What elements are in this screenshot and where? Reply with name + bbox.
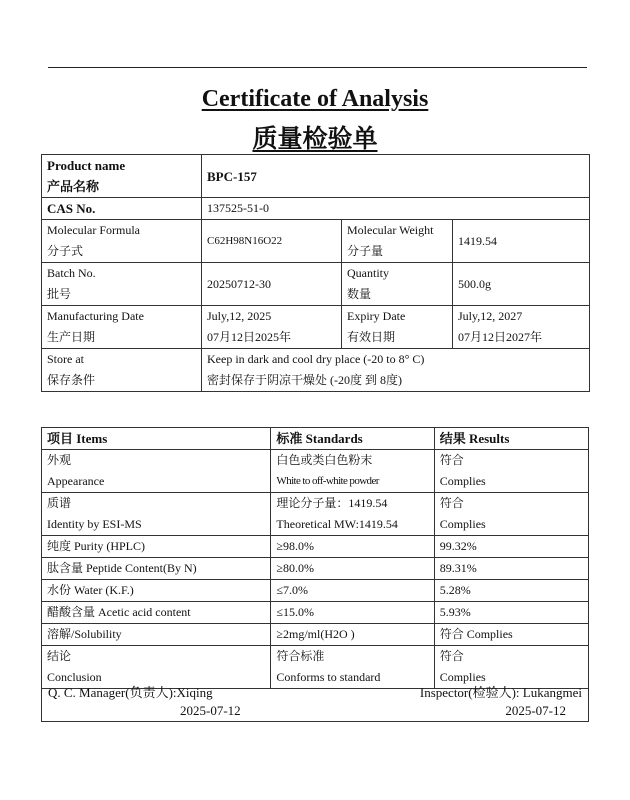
result-cell: 99.32%: [434, 536, 588, 558]
result-cell: 符合 Complies: [434, 450, 588, 493]
item-cell: 水份 Water (K.F.): [42, 580, 271, 602]
qc-manager-date: 2025-07-12: [180, 703, 241, 718]
qc-manager-signature: Q. C. Manager(负责人):Xiqing: [48, 685, 213, 700]
cas-label: CAS No.: [42, 198, 202, 220]
expiry-date-value: July,12, 2027 07月12日2027年: [453, 306, 590, 349]
result-cell: 符合 Complies: [434, 646, 588, 689]
storage-value: Keep in dark and cool dry place (-20 to 8° C) 密封保存于阴凉干燥处 (-20度 到 8度): [202, 349, 590, 392]
expiry-date-label: Expiry Date 有效日期: [342, 306, 453, 349]
standard-cell: 白色或类白色粉末 White to off-white powder: [271, 450, 434, 493]
item-cell: 醋酸含量 Acetic acid content: [42, 602, 271, 624]
standard-cell: ≤15.0%: [271, 602, 434, 624]
mw-value: 1419.54: [453, 220, 590, 263]
cas-value: 137525-51-0: [202, 198, 590, 220]
standard-cell: ≤7.0%: [271, 580, 434, 602]
batch-value: 20250712-30: [202, 263, 342, 306]
row-formula: [42, 220, 590, 263]
table-row: [42, 450, 589, 493]
header-items: 项目 Items: [42, 428, 271, 450]
title-english: Certificate of Analysis: [201, 86, 429, 112]
mw-label: Molecular Weight 分子量: [342, 220, 453, 263]
product-info-table: [41, 154, 590, 392]
table-row: [42, 580, 589, 602]
header-results: 结果 Results: [434, 428, 588, 450]
row-batch: [42, 263, 590, 306]
quantity-value: 500.0g: [453, 263, 590, 306]
row-dates: [42, 306, 590, 349]
row-storage: [42, 349, 590, 392]
item-cell: 肽含量 Peptide Content(By N): [42, 558, 271, 580]
standard-cell: ≥80.0%: [271, 558, 434, 580]
table-row: [42, 493, 589, 536]
batch-label: Batch No. 批号: [42, 263, 202, 306]
product-name-value: BPC-157: [202, 155, 590, 198]
header-standards: 标准 Standards: [271, 428, 434, 450]
item-cell: 结论 Conclusion: [42, 646, 271, 689]
mfg-date-label: Manufacturing Date 生产日期: [42, 306, 202, 349]
item-cell: 质谱 Identity by ESI-MS: [42, 493, 271, 536]
result-cell: 5.93%: [434, 602, 588, 624]
signature-block: [41, 680, 589, 722]
mfg-date-value: July,12, 2025 07月12日2025年: [202, 306, 342, 349]
standard-cell: 理论分子量：1419.54 Theoretical MW:1419.54: [271, 493, 434, 536]
item-cell: 溶解/Solubility: [42, 624, 271, 646]
standard-cell: ≥2mg/ml(H2O ): [271, 624, 434, 646]
product-name-label: Product name 产品名称: [42, 155, 202, 198]
result-cell: 5.28%: [434, 580, 588, 602]
table-row: [42, 624, 589, 646]
inspector-signature: Inspector(检验人): Lukangmei: [419, 685, 582, 700]
results-header-row: [42, 428, 589, 450]
table-row: [42, 602, 589, 624]
inspector-date: 2025-07-12: [505, 703, 566, 718]
table-row: [42, 558, 589, 580]
row-cas: [42, 198, 590, 220]
standard-cell: ≥98.0%: [271, 536, 434, 558]
item-cell: 外观 Appearance: [42, 450, 271, 493]
top-rule: [48, 67, 587, 68]
table-row: [42, 536, 589, 558]
formula-value: C62H98N16O22: [202, 220, 342, 263]
title-chinese: 质量检验单: [252, 124, 378, 153]
item-cell: 纯度 Purity (HPLC): [42, 536, 271, 558]
result-cell: 符合 Complies: [434, 624, 588, 646]
storage-label: Store at 保存条件: [42, 349, 202, 392]
result-cell: 符合 Complies: [434, 493, 588, 536]
standard-cell: 符合标准 Conforms to standard: [271, 646, 434, 689]
quantity-label: Quantity 数量: [342, 263, 453, 306]
result-cell: 89.31%: [434, 558, 588, 580]
formula-label: Molecular Formula 分子式: [42, 220, 202, 263]
test-results-table: [41, 427, 589, 689]
row-product-name: [42, 155, 590, 198]
